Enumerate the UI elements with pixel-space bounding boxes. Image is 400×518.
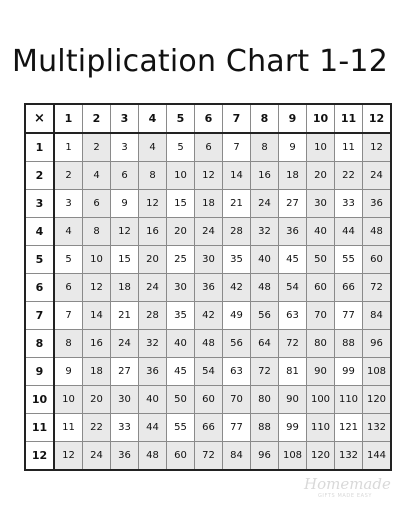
column-header: 7 xyxy=(223,104,251,133)
product-cell: 48 xyxy=(139,442,167,471)
product-cell: 120 xyxy=(363,386,392,414)
row-header: 4 xyxy=(25,218,54,246)
product-cell: 88 xyxy=(335,330,363,358)
product-cell: 90 xyxy=(307,358,335,386)
table-row xyxy=(25,190,391,218)
row-header: 10 xyxy=(25,386,54,414)
product-cell: 21 xyxy=(223,190,251,218)
product-cell: 35 xyxy=(223,246,251,274)
product-cell: 99 xyxy=(279,414,307,442)
product-cell: 72 xyxy=(251,358,279,386)
product-cell: 32 xyxy=(139,330,167,358)
product-cell: 24 xyxy=(363,162,392,190)
product-cell: 66 xyxy=(195,414,223,442)
product-cell: 20 xyxy=(83,386,111,414)
product-cell: 99 xyxy=(335,358,363,386)
column-header: 12 xyxy=(363,104,392,133)
logo-tagline: GIFTS MADE EASY xyxy=(317,493,373,499)
product-cell: 12 xyxy=(363,133,392,162)
product-cell: 28 xyxy=(223,218,251,246)
product-cell: 22 xyxy=(83,414,111,442)
product-cell: 36 xyxy=(111,442,139,471)
product-cell: 90 xyxy=(279,386,307,414)
column-header: 5 xyxy=(167,104,195,133)
product-cell: 48 xyxy=(195,330,223,358)
product-cell: 24 xyxy=(195,218,223,246)
homemade-gifts-logo xyxy=(304,475,391,500)
row-header: 2 xyxy=(25,162,54,190)
product-cell: 64 xyxy=(251,330,279,358)
product-cell: 30 xyxy=(111,386,139,414)
table-row xyxy=(25,386,391,414)
product-cell: 77 xyxy=(223,414,251,442)
product-cell: 110 xyxy=(335,386,363,414)
product-cell: 20 xyxy=(139,246,167,274)
column-header: 3 xyxy=(111,104,139,133)
product-cell: 11 xyxy=(335,133,363,162)
product-cell: 77 xyxy=(335,302,363,330)
product-cell: 11 xyxy=(54,414,83,442)
table-row xyxy=(25,358,391,386)
product-cell: 12 xyxy=(139,190,167,218)
product-cell: 20 xyxy=(307,162,335,190)
product-cell: 27 xyxy=(279,190,307,218)
product-cell: 70 xyxy=(307,302,335,330)
product-cell: 2 xyxy=(83,133,111,162)
column-header: 2 xyxy=(83,104,111,133)
product-cell: 108 xyxy=(363,358,392,386)
product-cell: 1 xyxy=(54,133,83,162)
product-cell: 48 xyxy=(363,218,392,246)
logo-wordmark: Homemade xyxy=(304,475,391,493)
product-cell: 7 xyxy=(223,133,251,162)
product-cell: 96 xyxy=(251,442,279,471)
row-header: 9 xyxy=(25,358,54,386)
product-cell: 24 xyxy=(83,442,111,471)
multiplication-table xyxy=(24,103,392,471)
product-cell: 42 xyxy=(223,274,251,302)
product-cell: 24 xyxy=(111,330,139,358)
product-cell: 121 xyxy=(335,414,363,442)
product-cell: 80 xyxy=(251,386,279,414)
row-header: 7 xyxy=(25,302,54,330)
product-cell: 40 xyxy=(139,386,167,414)
product-cell: 28 xyxy=(139,302,167,330)
table-row xyxy=(25,442,391,471)
column-header: 8 xyxy=(251,104,279,133)
product-cell: 10 xyxy=(307,133,335,162)
table-row xyxy=(25,218,391,246)
product-cell: 144 xyxy=(363,442,392,471)
product-cell: 30 xyxy=(195,246,223,274)
product-cell: 55 xyxy=(167,414,195,442)
product-cell: 4 xyxy=(54,218,83,246)
row-header: 6 xyxy=(25,274,54,302)
product-cell: 22 xyxy=(335,162,363,190)
product-cell: 40 xyxy=(307,218,335,246)
product-cell: 4 xyxy=(83,162,111,190)
product-cell: 100 xyxy=(307,386,335,414)
product-cell: 6 xyxy=(83,190,111,218)
product-cell: 132 xyxy=(335,442,363,471)
product-cell: 3 xyxy=(111,133,139,162)
product-cell: 12 xyxy=(54,442,83,471)
column-header: 6 xyxy=(195,104,223,133)
product-cell: 35 xyxy=(167,302,195,330)
product-cell: 24 xyxy=(139,274,167,302)
product-cell: 66 xyxy=(335,274,363,302)
table-row xyxy=(25,162,391,190)
table-row xyxy=(25,274,391,302)
product-cell: 56 xyxy=(223,330,251,358)
product-cell: 60 xyxy=(363,246,392,274)
column-header: 4 xyxy=(139,104,167,133)
product-cell: 6 xyxy=(195,133,223,162)
product-cell: 4 xyxy=(139,133,167,162)
product-cell: 8 xyxy=(83,218,111,246)
product-cell: 21 xyxy=(111,302,139,330)
row-header: 5 xyxy=(25,246,54,274)
product-cell: 8 xyxy=(251,133,279,162)
product-cell: 56 xyxy=(251,302,279,330)
product-cell: 18 xyxy=(279,162,307,190)
product-cell: 12 xyxy=(83,274,111,302)
row-header: 11 xyxy=(25,414,54,442)
product-cell: 8 xyxy=(54,330,83,358)
corner-times-symbol: × xyxy=(25,104,54,133)
product-cell: 70 xyxy=(223,386,251,414)
product-cell: 9 xyxy=(111,190,139,218)
product-cell: 96 xyxy=(363,330,392,358)
table-row xyxy=(25,302,391,330)
product-cell: 45 xyxy=(167,358,195,386)
product-cell: 81 xyxy=(279,358,307,386)
product-cell: 44 xyxy=(335,218,363,246)
column-header: 1 xyxy=(54,104,83,133)
product-cell: 12 xyxy=(195,162,223,190)
chart-title: Multiplication Chart 1-12 xyxy=(12,44,388,79)
product-cell: 40 xyxy=(251,246,279,274)
product-cell: 54 xyxy=(195,358,223,386)
product-cell: 20 xyxy=(167,218,195,246)
product-cell: 10 xyxy=(54,386,83,414)
product-cell: 6 xyxy=(111,162,139,190)
product-cell: 132 xyxy=(363,414,392,442)
product-cell: 10 xyxy=(167,162,195,190)
row-header: 8 xyxy=(25,330,54,358)
product-cell: 36 xyxy=(363,190,392,218)
product-cell: 15 xyxy=(167,190,195,218)
product-cell: 5 xyxy=(54,246,83,274)
product-cell: 88 xyxy=(251,414,279,442)
product-cell: 9 xyxy=(279,133,307,162)
product-cell: 30 xyxy=(167,274,195,302)
product-cell: 16 xyxy=(139,218,167,246)
product-cell: 14 xyxy=(83,302,111,330)
product-cell: 110 xyxy=(307,414,335,442)
product-cell: 50 xyxy=(307,246,335,274)
product-cell: 84 xyxy=(223,442,251,471)
product-cell: 7 xyxy=(54,302,83,330)
product-cell: 60 xyxy=(307,274,335,302)
column-header: 11 xyxy=(335,104,363,133)
product-cell: 60 xyxy=(167,442,195,471)
product-cell: 60 xyxy=(195,386,223,414)
product-cell: 45 xyxy=(279,246,307,274)
product-cell: 36 xyxy=(195,274,223,302)
product-cell: 63 xyxy=(223,358,251,386)
table-row xyxy=(25,133,391,162)
product-cell: 5 xyxy=(167,133,195,162)
product-cell: 2 xyxy=(54,162,83,190)
product-cell: 30 xyxy=(307,190,335,218)
product-cell: 72 xyxy=(363,274,392,302)
product-cell: 63 xyxy=(279,302,307,330)
product-cell: 33 xyxy=(335,190,363,218)
product-cell: 49 xyxy=(223,302,251,330)
product-cell: 15 xyxy=(111,246,139,274)
product-cell: 108 xyxy=(279,442,307,471)
product-cell: 72 xyxy=(195,442,223,471)
row-header: 1 xyxy=(25,133,54,162)
product-cell: 84 xyxy=(363,302,392,330)
product-cell: 72 xyxy=(279,330,307,358)
table-row xyxy=(25,330,391,358)
table-row xyxy=(25,246,391,274)
product-cell: 16 xyxy=(83,330,111,358)
product-cell: 16 xyxy=(251,162,279,190)
product-cell: 27 xyxy=(111,358,139,386)
product-cell: 48 xyxy=(251,274,279,302)
product-cell: 12 xyxy=(111,218,139,246)
product-cell: 8 xyxy=(139,162,167,190)
product-cell: 6 xyxy=(54,274,83,302)
product-cell: 3 xyxy=(54,190,83,218)
table-row xyxy=(25,414,391,442)
product-cell: 18 xyxy=(111,274,139,302)
product-cell: 14 xyxy=(223,162,251,190)
product-cell: 80 xyxy=(307,330,335,358)
product-cell: 44 xyxy=(139,414,167,442)
product-cell: 32 xyxy=(251,218,279,246)
header-row xyxy=(25,104,391,133)
product-cell: 36 xyxy=(279,218,307,246)
product-cell: 18 xyxy=(195,190,223,218)
product-cell: 54 xyxy=(279,274,307,302)
product-cell: 50 xyxy=(167,386,195,414)
product-cell: 40 xyxy=(167,330,195,358)
product-cell: 42 xyxy=(195,302,223,330)
product-cell: 9 xyxy=(54,358,83,386)
product-cell: 24 xyxy=(251,190,279,218)
product-cell: 120 xyxy=(307,442,335,471)
column-header: 9 xyxy=(279,104,307,133)
product-cell: 55 xyxy=(335,246,363,274)
product-cell: 25 xyxy=(167,246,195,274)
column-header: 10 xyxy=(307,104,335,133)
product-cell: 18 xyxy=(83,358,111,386)
product-cell: 10 xyxy=(83,246,111,274)
row-header: 3 xyxy=(25,190,54,218)
row-header: 12 xyxy=(25,442,54,471)
product-cell: 33 xyxy=(111,414,139,442)
product-cell: 36 xyxy=(139,358,167,386)
